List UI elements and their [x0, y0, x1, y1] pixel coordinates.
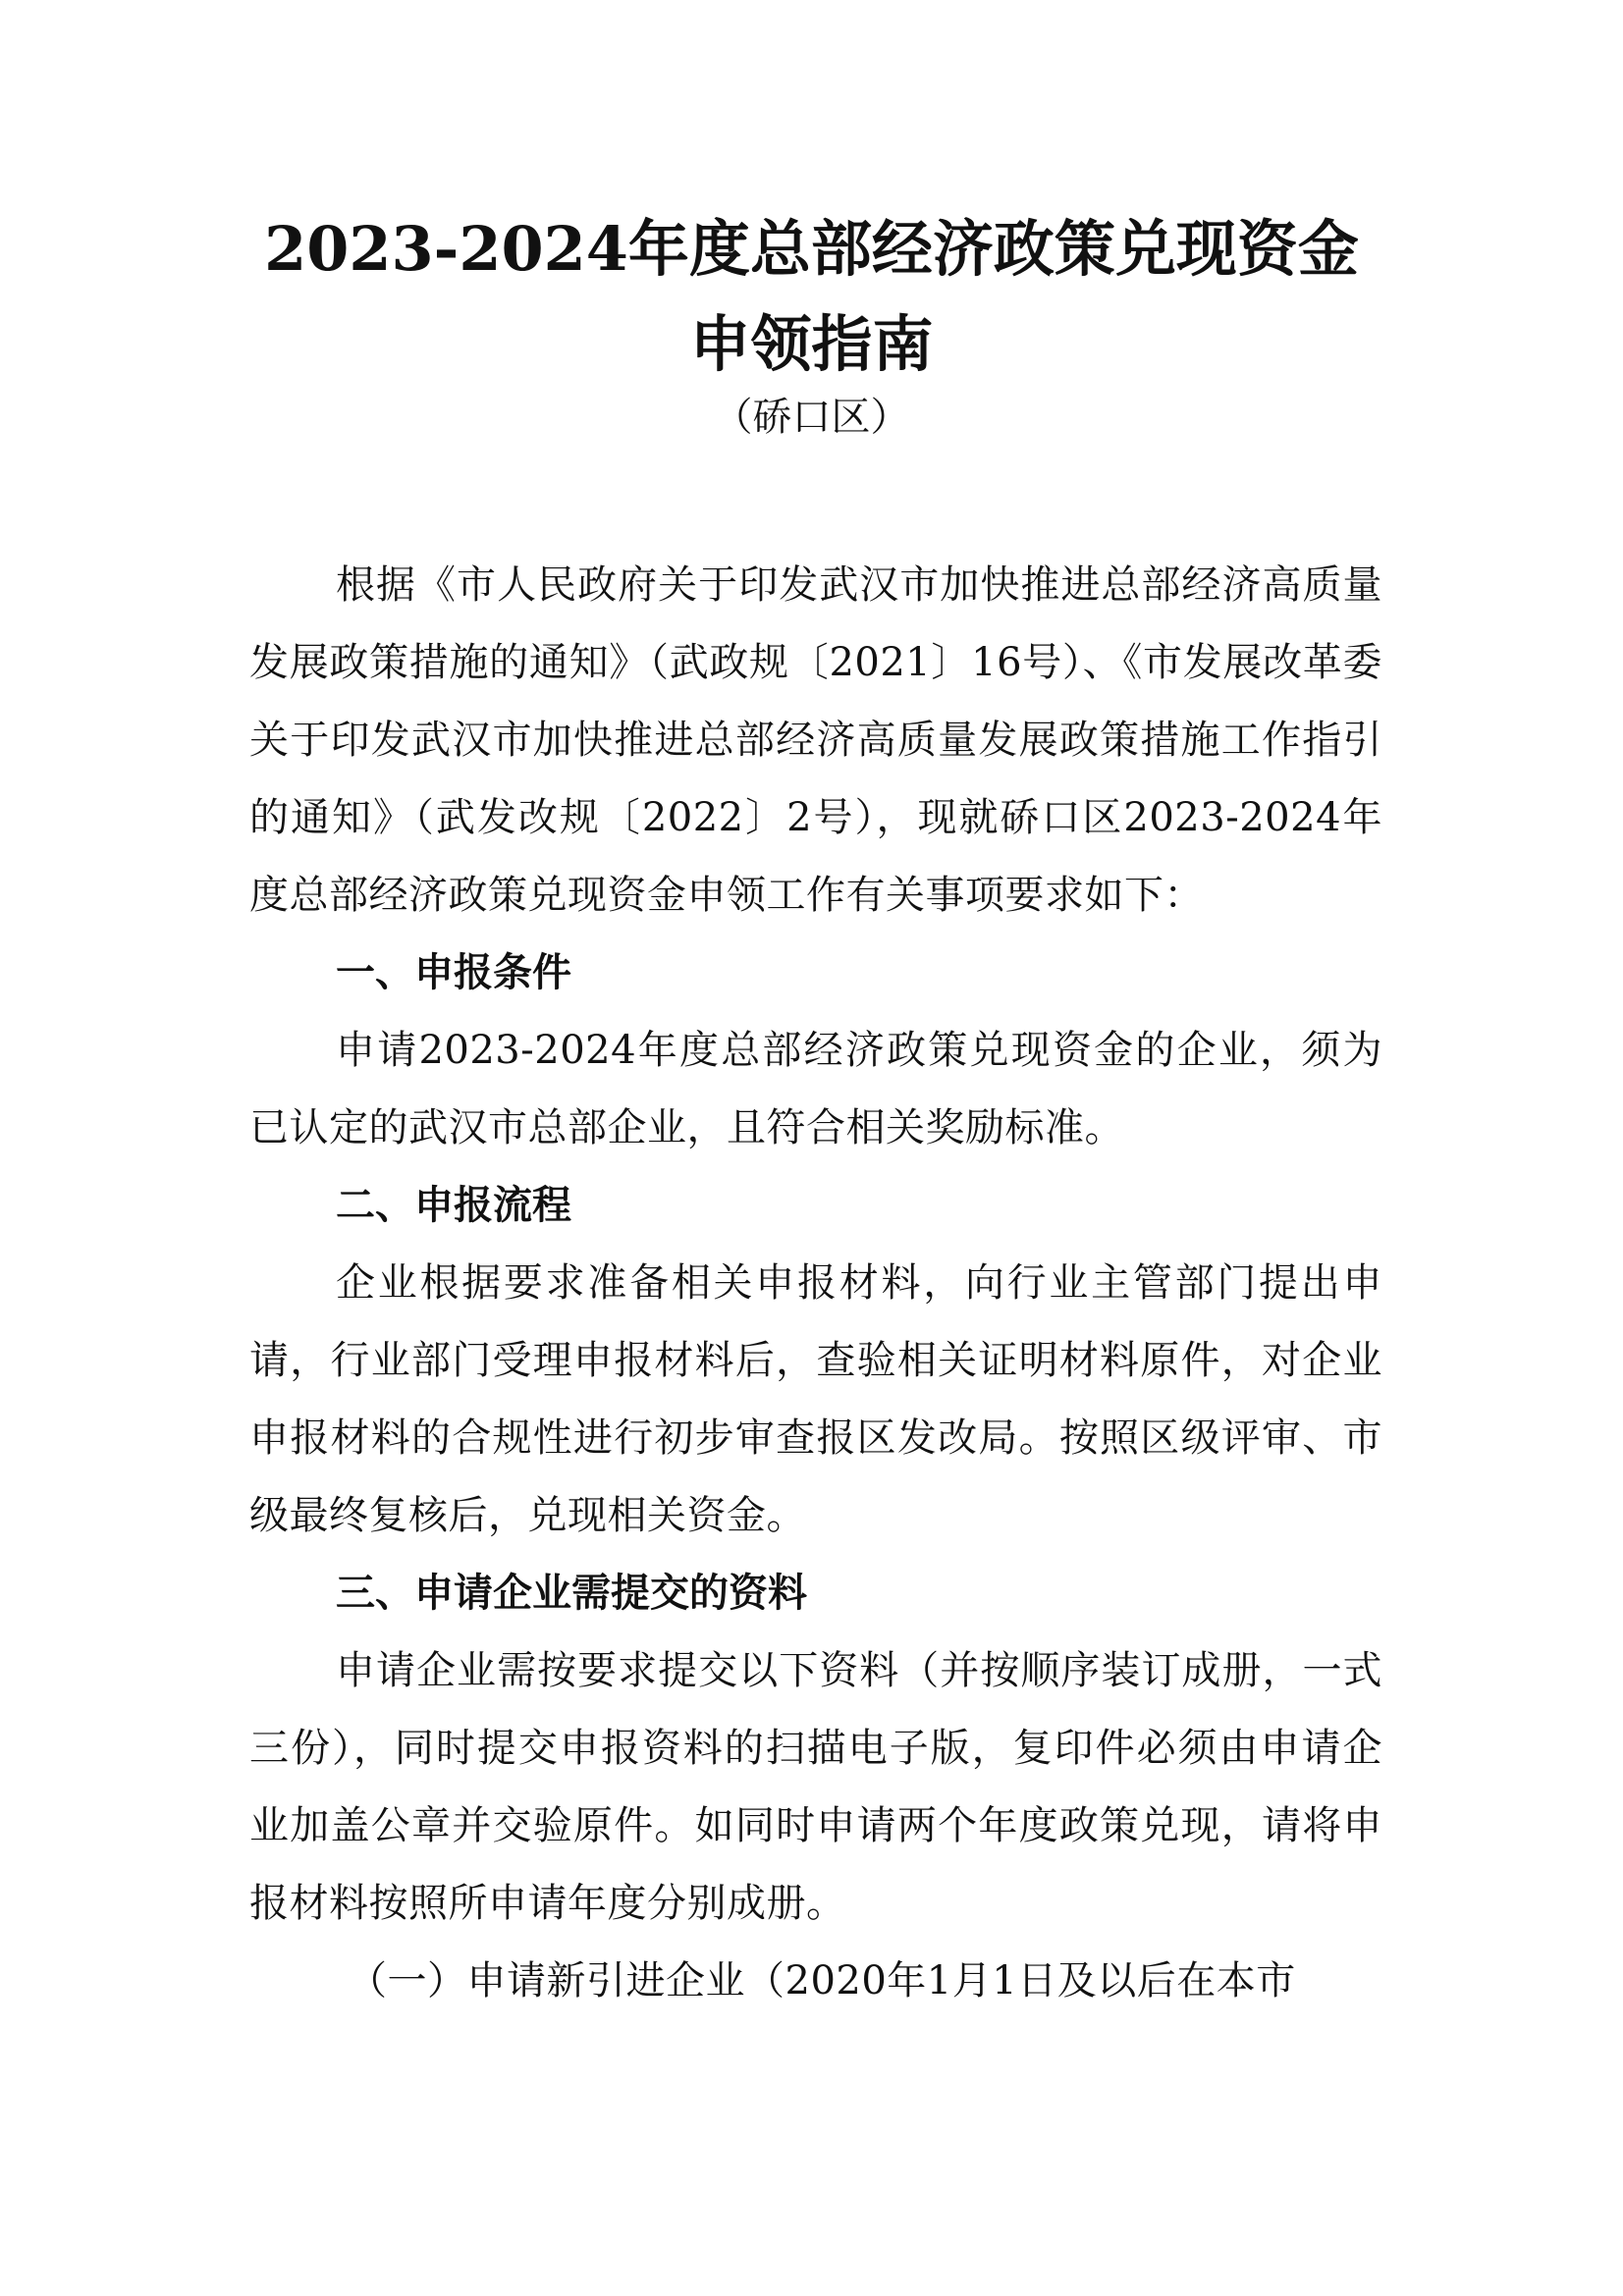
section-text-conditions: 申请2023-2024年度总部经济政策兑现资金的企业，须为已认定的武汉市总部企业，且符合相关奖励标准。	[249, 1028, 1382, 1150]
document-body	[249, 547, 1382, 2020]
section-heading-conditions: 一、申报条件	[336, 950, 571, 995]
section-text-materials: 申请企业需按要求提交以下资料（并按顺序装订成册，一式三份），同时提交申报资料的扫描电子版，复印件必须由申请企业加盖公章并交验原件。如同时申请两个年度政策兑现，请将申报材料按照所申请年度分别成册。	[249, 1648, 1382, 1926]
document-subtitle: （硚口区）	[713, 395, 910, 440]
intro-paragraph: 根据《市人民政府关于印发武汉市加快推进总部经济高质量发展政策措施的通知》（武政规〔2021〕16号）、《市发展改革委关于印发武汉市加快推进总部经济高质量发展政策措施工作指引的通知》（武发改规〔2022〕2号），现就硚口区2023-2024年度总部经济政策兑现资金申领工作有关事项要求如下：	[249, 562, 1382, 918]
section-text-process: 企业根据要求准备相关申报材料，向行业主管部门提出申请，行业部门受理申报材料后，查验相关证明材料原件，对企业申报材料的合规性进行初步审查报区发改局。按照区级评审、市级最终复核后，兑现相关资金。	[249, 1260, 1382, 1538]
section-heading-materials: 三、申请企业需提交的资料	[336, 1571, 807, 1616]
subitem-paragraph: （一）申请新引进企业（2020年1月1日及以后在本市	[348, 1958, 1296, 2003]
document-title: 2023-2024年度总部经济政策兑现资金申领指南	[264, 213, 1359, 380]
section-heading-process: 二、申报流程	[336, 1183, 571, 1228]
